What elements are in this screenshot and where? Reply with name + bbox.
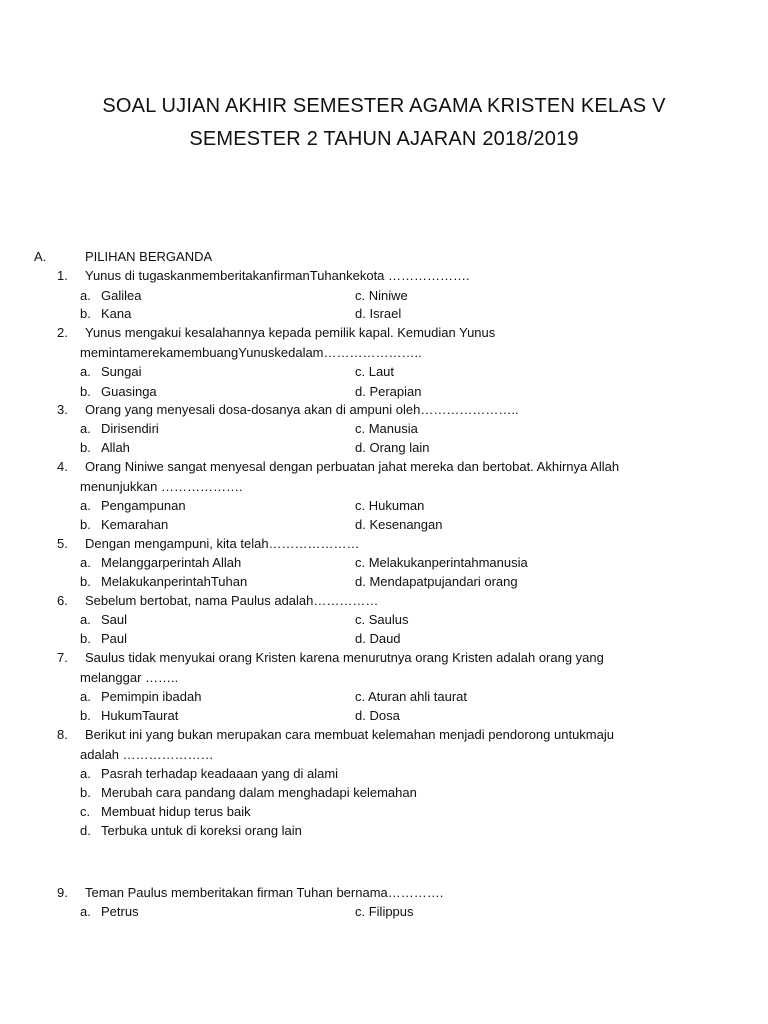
option-text: c. Aturan ahli taurat [355, 689, 468, 704]
option-letter: a. [80, 288, 91, 303]
option-text: MelakukanperintahTuhan [101, 574, 248, 589]
question-text: Orang Niniwe sangat menyesal dengan perbuatan jahat mereka dan bertobat. Akhirnya Allah [85, 459, 620, 474]
question-number: 1. [57, 268, 68, 283]
option-text: c. Saulus [355, 612, 409, 627]
option-letter: b. [80, 708, 91, 723]
question-number: 8. [57, 727, 68, 742]
exam-title-line-1: SOAL UJIAN AKHIR SEMESTER AGAMA KRISTEN KELAS V [102, 95, 666, 117]
option-letter: a. [80, 766, 91, 781]
question-text: Yunus di tugaskanmemberitakanfirmanTuhankekota ………………. [85, 268, 470, 283]
question-text: Dengan mengampuni, kita telah………………… [85, 536, 360, 551]
option-text: HukumTaurat [101, 708, 179, 723]
option-letter: b. [80, 574, 91, 589]
question-text: Teman Paulus memberitakan firman Tuhan bernama…………. [85, 885, 444, 900]
option-text: Galilea [101, 288, 142, 303]
option-letter: b. [80, 306, 91, 321]
option-text: Paul [101, 631, 128, 646]
option-text: d. Orang lain [355, 440, 430, 455]
option-text: Merubah cara pandang dalam menghadapi kelemahan [101, 785, 417, 800]
option-letter: b. [80, 631, 91, 646]
option-text: Kana [101, 306, 132, 321]
option-text: Guasinga [101, 384, 157, 399]
question-number: 3. [57, 402, 68, 417]
option-text: Membuat hidup terus baik [101, 804, 251, 819]
option-letter: a. [80, 689, 91, 704]
question-text-continued: melanggar …….. [80, 670, 179, 685]
option-text: Sungai [101, 364, 142, 379]
option-letter: a. [80, 498, 91, 513]
option-letter: a. [80, 904, 91, 919]
question-number: 5. [57, 536, 68, 551]
option-text: c. Niniwe [355, 288, 408, 303]
exam-title-line-2: SEMESTER 2 TAHUN AJARAN 2018/2019 [189, 128, 579, 150]
option-text: c. Laut [355, 364, 395, 379]
option-letter: b. [80, 785, 91, 800]
option-letter: d. [80, 823, 91, 838]
option-text: Terbuka untuk di koreksi orang lain [101, 823, 302, 838]
option-text: Saul [101, 612, 128, 627]
option-text: c. Filippus [355, 904, 414, 919]
option-letter: b. [80, 517, 91, 532]
question-text: Sebelum bertobat, nama Paulus adalah…………… [85, 593, 379, 608]
question-text: Yunus mengakui kesalahannya kepada pemilik kapal. Kemudian Yunus [85, 325, 496, 340]
question-number: 4. [57, 459, 68, 474]
option-text: Melanggarperintah Allah [101, 555, 242, 570]
option-text: d. Mendapatpujandari orang [355, 574, 518, 589]
option-letter: a. [80, 364, 91, 379]
option-text: c. Hukuman [355, 498, 425, 513]
option-text: d. Kesenangan [355, 517, 443, 532]
option-text: c. Melakukanperintahmanusia [355, 555, 528, 570]
question-text-continued: menunjukkan ………………. [80, 479, 243, 494]
option-letter: b. [80, 384, 91, 399]
option-text: d. Perapian [355, 384, 422, 399]
option-text: Allah [101, 440, 130, 455]
option-text: Kemarahan [101, 517, 169, 532]
option-text: c. Manusia [355, 421, 418, 436]
option-text: d. Israel [355, 306, 402, 321]
section-letter: A. [34, 249, 47, 264]
option-text: Dirisendiri [101, 421, 159, 436]
question-text: Orang yang menyesali dosa-dosanya akan di ampuni oleh………………….. [85, 402, 519, 417]
question-number: 6. [57, 593, 68, 608]
question-text: Saulus tidak menyukai orang Kristen karena menurutnya orang Kristen adalah orang yang [85, 650, 604, 665]
option-letter: a. [80, 555, 91, 570]
option-text: Pengampunan [101, 498, 186, 513]
option-text: Pemimpin ibadah [101, 689, 202, 704]
section-title: PILIHAN BERGANDA [85, 249, 213, 264]
option-text: Petrus [101, 904, 139, 919]
option-text: d. Dosa [355, 708, 400, 723]
question-text: Berikut ini yang bukan merupakan cara membuat kelemahan menjadi pendorong untukmaju [85, 727, 614, 742]
question-number: 2. [57, 325, 68, 340]
question-text-continued: adalah ………………… [80, 747, 214, 762]
option-letter: a. [80, 612, 91, 627]
option-letter: c. [80, 804, 91, 819]
option-text: d. Daud [355, 631, 401, 646]
question-text-continued: memintamerekamembuangYunuskedalam………………….. [80, 345, 422, 360]
option-letter: b. [80, 440, 91, 455]
option-text: Pasrah terhadap keadaaan yang di alami [101, 766, 339, 781]
question-number: 9. [57, 885, 68, 900]
question-number: 7. [57, 650, 68, 665]
option-letter: a. [80, 421, 91, 436]
